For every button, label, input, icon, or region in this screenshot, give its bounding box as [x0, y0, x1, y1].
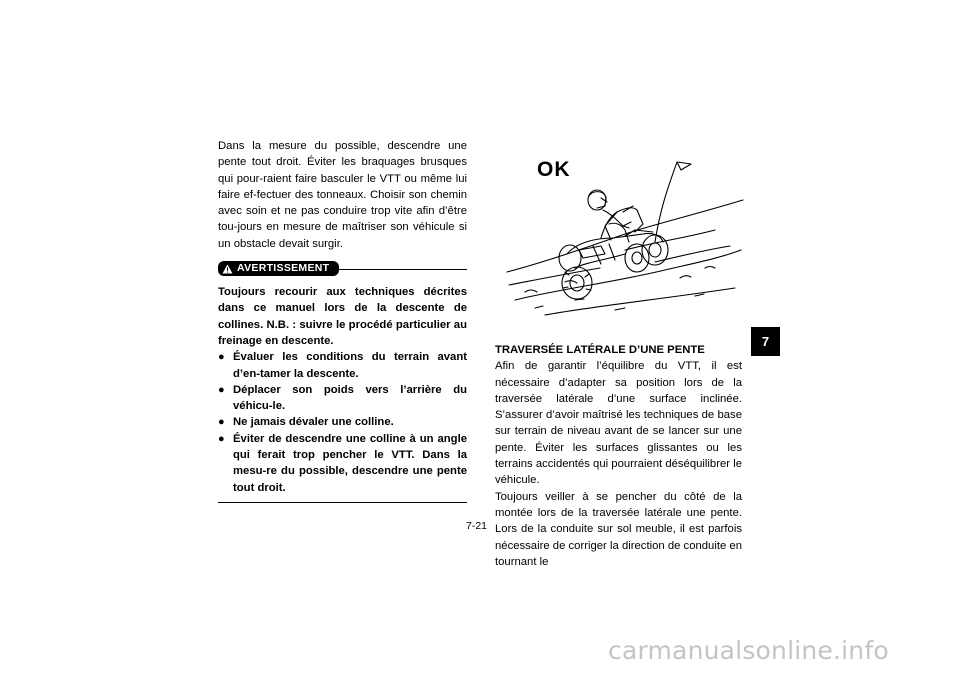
warning-bullet-list [218, 349, 467, 496]
warning-badge [218, 261, 339, 276]
atv-rider-on-slope-illustration [505, 150, 745, 328]
watermark: carmanualsonline.info [608, 636, 889, 665]
right-column [495, 342, 742, 570]
warning-text: Toujours recourir aux techniques décrites dans ce manuel lors de la descente de collines. N.B. : suivre le procédé particulier au freinage en descente. [218, 286, 467, 347]
warning-header [218, 259, 467, 281]
chapter-tab: 7 [751, 327, 780, 356]
page-number: 7-21 [466, 520, 488, 532]
warning-end-rule [218, 502, 467, 503]
list-item: ● Déplacer son poids vers l’arrière du véhicu-le. [218, 383, 467, 413]
body-paragraph: Afin de garantir l’équilibre du VTT, il est nécessaire d’adapter sa position lors de la traversée latérale d’une surface inclinée. S’assurer d’avoir maîtrisé les techniques de base sur terrain de niveau avant de se lancer sur une pente. Éviter les surfaces glissantes ou les terrains accidentés qui pourraient déséquilibrer le véhicule. [495, 360, 742, 487]
left-column [218, 138, 467, 503]
warning-triangle-icon [222, 264, 233, 274]
intro-paragraph: Dans la mesure du possible, descendre une pente tout droit. Éviter les braquages brusques qui pour-raient faire basculer le VTT ou même lui faire ef-fectuer des tonneaux. Choisir son chemin avec soin et ne pas conduire trop vite afin d’être tou-jours en mesure de maîtriser son véhicule si un obstacle devait surgir. [218, 140, 467, 250]
body-paragraph: Toujours veiller à se pencher du côté de la montée lors de la traversée latérale une pente. Lors de la conduite sur sol meuble, il est parfois nécessaire de corriger la direction de conduite en tournant le [495, 490, 742, 568]
bullet-icon: ● [218, 351, 225, 364]
list-item: ● Ne jamais dévaler une colline. [218, 414, 467, 430]
ok-label: OK [537, 158, 571, 181]
list-item: ● Éviter de descendre une colline à un angle qui ferait trop pencher le VTT. Dans la mesu-re du possible, descendre une pente tout droit. [218, 432, 467, 494]
bullet-icon: ● [218, 416, 225, 429]
bullet-icon: ● [218, 432, 225, 445]
section-heading: TRAVERSÉE LATÉRALE D’UNE PENTE [495, 344, 705, 356]
bullet-icon: ● [218, 383, 225, 396]
list-item: ● Évaluer les conditions du terrain avant d’en-tamer la descente. [218, 351, 467, 380]
warning-label: AVERTISSEMENT [237, 262, 330, 275]
